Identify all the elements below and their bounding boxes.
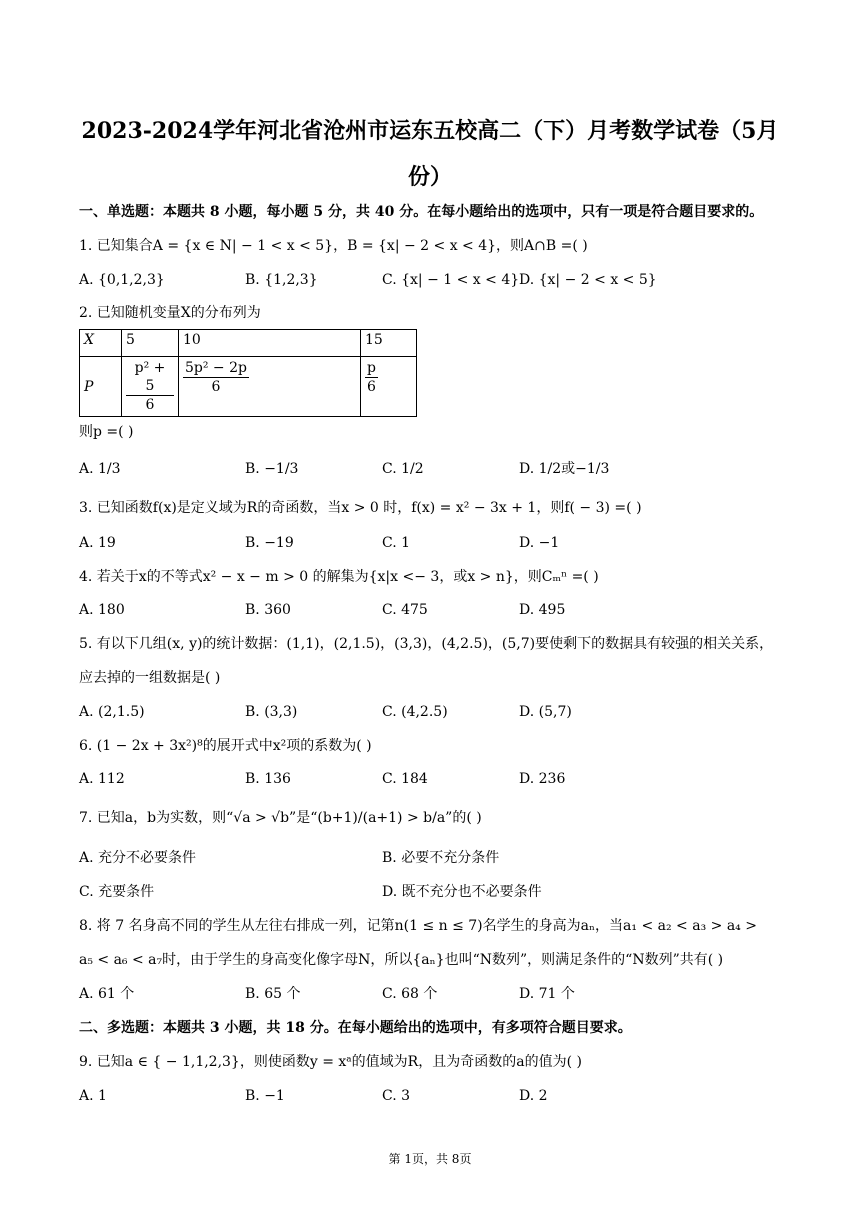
- q3-option-b: B. −19: [245, 535, 294, 551]
- q3-option-a: A. 19: [79, 535, 116, 551]
- table-cell: 15: [361, 330, 417, 357]
- q1-option-a: A. {0,1,2,3}: [79, 272, 165, 288]
- q5-option-b: B. (3,3): [245, 704, 298, 720]
- q9-option-b: B. −1: [245, 1088, 285, 1104]
- q8-option-b: B. 65 个: [245, 986, 301, 1002]
- q4-option-c: C. 475: [382, 602, 428, 618]
- q4-option-a: A. 180: [79, 602, 125, 618]
- q6-stem: 6. (1 − 2x + 3x²)⁸的展开式中x²项的系数为( ): [79, 738, 372, 754]
- q2-stem: 2. 已知随机变量X的分布列为: [79, 305, 261, 321]
- table-cell: [122, 357, 179, 417]
- q6-option-d: D. 236: [519, 771, 566, 787]
- q2-option-b: B. −1/3: [245, 461, 299, 477]
- q5-option-a: A. (2,1.5): [79, 704, 145, 720]
- q7-option-c: C. 充要条件: [79, 884, 155, 900]
- title-line-2: 份）: [407, 164, 452, 190]
- q3-option-d: D. −1: [519, 535, 560, 551]
- q2-option-c: C. 1/2: [382, 461, 424, 477]
- q9-option-a: A. 1: [79, 1088, 107, 1104]
- q5-option-d: D. (5,7): [519, 704, 572, 720]
- distribution-table: [79, 329, 417, 417]
- table-cell: [361, 357, 417, 417]
- q7-option-d: D. 既不充分也不必要条件: [382, 884, 542, 900]
- q9-stem: 9. 已知a ∈ { − 1,1,2,3}，则使函数y = xᵃ的值域为R，且为奇函数的a的值为( ): [79, 1054, 582, 1070]
- page-footer: 第 1页，共 8页: [388, 1152, 472, 1166]
- q3-stem: 3. 已知函数f(x)是定义域为R的奇函数，当x > 0 时，f(x) = x² − 3x + 1，则f( − 3) =( ): [79, 500, 642, 516]
- q6-option-c: C. 184: [382, 771, 428, 787]
- q8-option-a: A. 61 个: [79, 986, 135, 1002]
- q4-stem: 4. 若关于x的不等式x² − x − m > 0 的解集为{x|x <− 3，或x > n}，则Cₘⁿ =( ): [79, 569, 599, 585]
- q2-option-a: A. 1/3: [79, 461, 121, 477]
- section-2-heading: 二、多选题：本题共 3 小题，共 18 分。在每小题给出的选项中，有多项符合题目要求。: [79, 1020, 632, 1036]
- table-cell: X: [80, 330, 122, 357]
- title-line-1: 2023-2024学年河北省沧州市运东五校高二（下）月考数学试卷（5月: [81, 118, 779, 144]
- q9-option-c: C. 3: [382, 1088, 411, 1104]
- section-1-heading: 一、单选题：本题共 8 小题，每小题 5 分，共 40 分。在每小题给出的选项中，只有一项是符合题目要求的。: [79, 204, 764, 220]
- q7-stem: 7. 已知a，b为实数，则“√a > √b”是“(b+1)/(a+1) > b/a”的( ): [79, 810, 482, 826]
- q1-stem: 1. 已知集合A = {x ∈ N| − 1 < x < 5}，B = {x| − 2 < x < 4}，则A∩B =( ): [79, 238, 588, 254]
- table-cell: 10: [179, 330, 361, 357]
- q6-option-a: A. 112: [79, 771, 125, 787]
- q8-stem-line-1: 8. 将 7 名身高不同的学生从左往右排成一列，记第n(1 ≤ n ≤ 7)名学生的身高为aₙ，当a₁ < a₂ < a₃ > a₄ >: [79, 918, 757, 934]
- q1-option-b: B. {1,2,3}: [245, 272, 318, 288]
- q8-option-c: C. 68 个: [382, 986, 438, 1002]
- page-title: [60, 108, 800, 200]
- q2-after: 则p =( ): [79, 424, 134, 440]
- table-cell: 5: [122, 330, 179, 357]
- table-cell: P: [80, 357, 122, 417]
- q8-option-d: D. 71 个: [519, 986, 575, 1002]
- fraction: $\frac{\text{p² + 5}}{6}$: [126, 359, 174, 414]
- table-row-x: [80, 330, 417, 357]
- fraction: $\frac{\text{5p² − 2p}}{6}$: [185, 360, 247, 395]
- q3-option-c: C. 1: [382, 535, 411, 551]
- q7-option-a: A. 充分不必要条件: [79, 850, 197, 866]
- table-row-p: [80, 357, 417, 417]
- q1-option-c: C. {x| − 1 < x < 4}: [382, 272, 520, 288]
- q6-option-b: B. 136: [245, 771, 291, 787]
- q7-option-b: B. 必要不充分条件: [382, 850, 500, 866]
- q1-option-d: D. {x| − 2 < x < 5}: [519, 272, 657, 288]
- q4-option-b: B. 360: [245, 602, 291, 618]
- q2-option-d: D. 1/2或−1/3: [519, 461, 610, 477]
- q8-stem-line-2: a₅ < a₆ < a₇时，由于学生的身高变化像字母N，所以{aₙ}也叫“N数列”，则满足条件的“N数列”共有( ): [79, 952, 724, 968]
- q9-option-d: D. 2: [519, 1088, 548, 1104]
- fraction: $\frac{p}{6}$: [367, 360, 376, 395]
- table-cell: [179, 357, 361, 417]
- q5-stem-line-1: 5. 有以下几组(x, y)的统计数据：(1,1)，(2,1.5)，(3,3)，(4,2.5)，(5,7)要使剩下的数据具有较强的相关关系，: [79, 636, 774, 652]
- q5-stem-line-2: 应去掉的一组数据是( ): [79, 670, 221, 686]
- q5-option-c: C. (4,2.5): [382, 704, 448, 720]
- q4-option-d: D. 495: [519, 602, 566, 618]
